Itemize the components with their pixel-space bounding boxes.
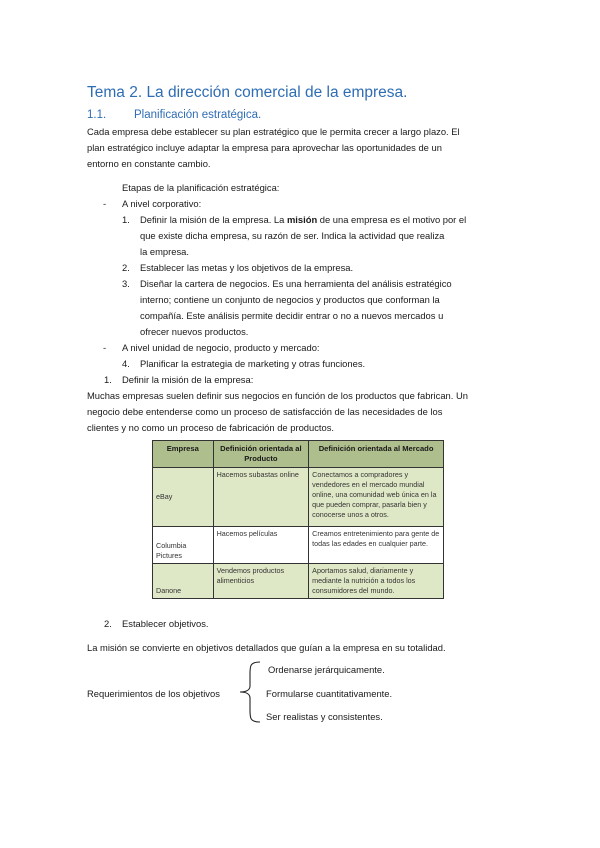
table-row: [153, 527, 444, 564]
list-item-portfolio: Diseñar la cartera de negocios. Es una herramienta del análisis estratégico: [140, 278, 452, 289]
list-number: 4.: [122, 358, 130, 369]
stages-heading: Etapas de la planificación estratégica:: [122, 182, 280, 193]
table-row: [153, 564, 444, 599]
table-header: Definición orientada al Mercado: [309, 441, 444, 468]
mission-line: Muchas empresas suelen definir sus negocios en función de los productos que fabrican. Un: [87, 390, 468, 401]
market-definition-cell: Creamos entretenimiento para gente de todas las edades en cualquier parte.: [309, 527, 444, 564]
mission-line: negocio debe entenderse como un proceso de satisfacción de las necesidades de los: [87, 406, 443, 417]
item-text: de una empresa es el motivo por el: [317, 214, 467, 225]
table-row: [153, 468, 444, 527]
requirement-item: Ordenarse jerárquicamente.: [268, 664, 385, 675]
bullet-dash: -: [103, 342, 107, 353]
product-definition-cell: Hacemos películas: [213, 527, 309, 564]
list-number: 1.: [104, 374, 112, 385]
market-definition-cell: Conectamos a compradores y vendedores en el mercado mundial online, una comunidad web única en la que pueden comprar, pasarla bien y conocerse unos a otros.: [309, 468, 444, 527]
product-definition-cell: Vendemos productos alimenticios: [213, 564, 309, 599]
objectives-heading: Establecer objetivos.: [122, 618, 209, 629]
list-item-continuation: interno; contiene un conjunto de negocios y productos que conforman la: [140, 294, 440, 305]
company-cell: Danone: [153, 564, 214, 599]
table-header-row: [153, 441, 444, 468]
define-mission-heading: Definir la misión de la empresa:: [122, 374, 254, 385]
list-number: 1.: [122, 214, 130, 225]
requirements-label: Requerimientos de los objetivos: [87, 688, 220, 699]
list-item-marketing: Planificar la estrategia de marketing y otras funciones.: [140, 358, 366, 369]
requirement-item: Formularse cuantitativamente.: [266, 688, 393, 699]
requirement-item: Ser realistas y consistentes.: [266, 711, 383, 722]
product-definition-cell: Hacemos subastas online: [213, 468, 309, 527]
list-number: 2.: [104, 618, 112, 629]
list-number: 3.: [122, 278, 130, 289]
objectives-paragraph: La misión se convierte en objetivos detallados que guían a la empresa en su totalidad.: [87, 642, 446, 653]
intro-line: Cada empresa debe establecer su plan estratégico que le permita crecer a largo plazo. El: [87, 126, 460, 137]
list-item-continuation: compañía. Este análisis permite decidir entrar o no a nuevos mercados u: [140, 310, 444, 321]
mission-paragraph: [87, 388, 507, 436]
table-header: Empresa: [153, 441, 214, 468]
intro-line: plan estratégico incluye adaptar la empresa para aprovechar las oportunidades de un: [87, 142, 442, 153]
section-number: 1.1.: [87, 109, 107, 121]
company-cell: eBay: [153, 468, 214, 527]
market-definition-cell: Aportamos salud, diariamente y mediante la nutrición a todos los consumidores del mundo.: [309, 564, 444, 599]
page-title: Tema 2. La dirección comercial de la empresa.: [87, 84, 408, 101]
company-cell: Columbia Pictures: [153, 527, 214, 564]
list-item-goals: Establecer las metas y los objetivos de la empresa.: [140, 262, 354, 273]
item-text: Definir la misión de la empresa. La: [140, 214, 287, 225]
list-number: 2.: [122, 262, 130, 273]
list-item-mission: [140, 212, 466, 228]
list-item-continuation: la empresa.: [140, 246, 189, 257]
list-item-continuation: que existe dicha empresa, su razón de ser. Indica la actividad que realiza: [140, 230, 445, 241]
list-item-continuation: ofrecer nuevos productos.: [140, 326, 249, 337]
corporate-level-label: A nivel corporativo:: [122, 198, 202, 209]
business-level-label: A nivel unidad de negocio, producto y mercado:: [122, 342, 320, 353]
intro-line: entorno en constante cambio.: [87, 158, 211, 169]
mission-definition-table: [152, 440, 444, 599]
bullet-dash: -: [103, 198, 107, 209]
section-heading: [87, 109, 261, 121]
section-title: Planificación estratégica.: [134, 109, 262, 121]
table-header: Definición orientada al Producto: [213, 441, 309, 468]
item-bold-term: misión: [286, 214, 318, 225]
intro-paragraph: [87, 124, 507, 172]
curly-brace-icon: [238, 660, 262, 724]
mission-line: clientes y no como un proceso de fabricación de productos.: [87, 422, 335, 433]
